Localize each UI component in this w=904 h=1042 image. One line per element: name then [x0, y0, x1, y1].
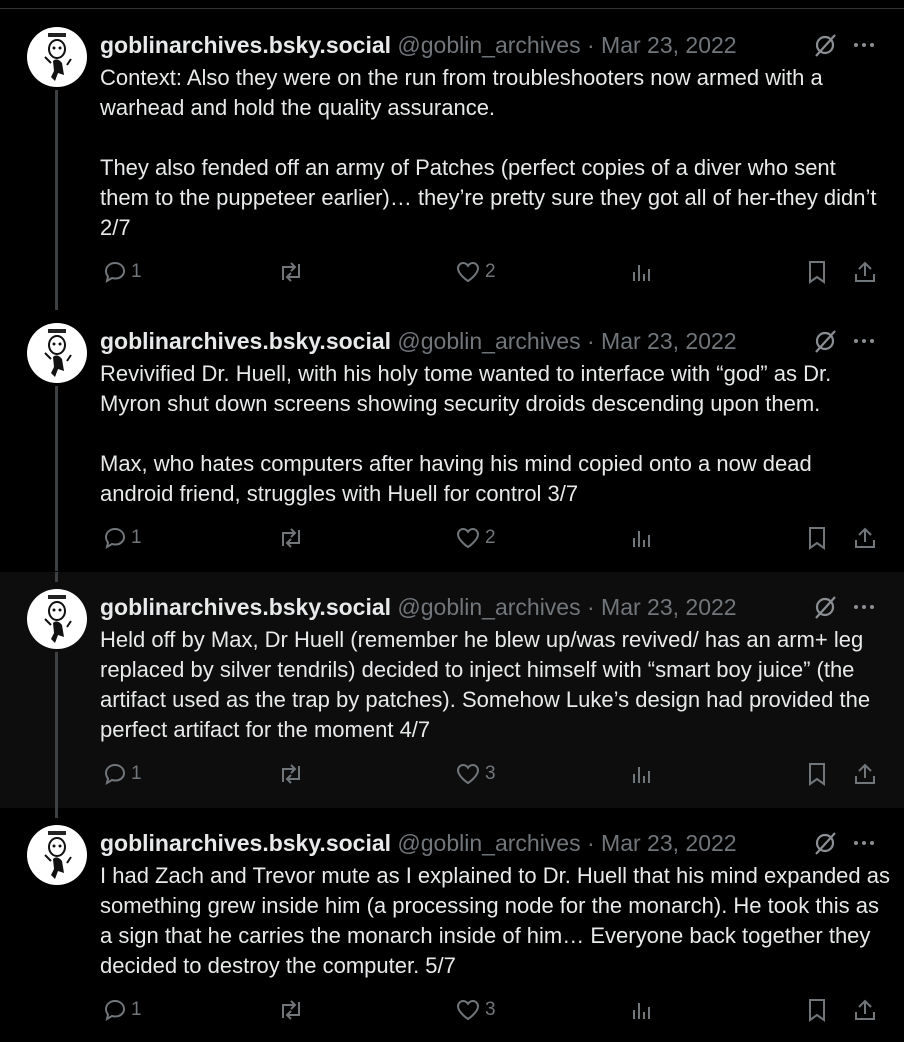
reply-button[interactable] — [103, 762, 142, 786]
user-handle[interactable]: @goblin_archives — [397, 594, 581, 620]
action-bar — [0, 523, 904, 553]
tweet-text: I had Zach and Trevor mute as I explained to Dr. Huell that his mind expanded as something grew inside him (a processing node for the monarch). He took this as a sign that he carries the monarch inside of him… Everyone back together they decided to destroy the computer. 5/7 — [100, 863, 897, 978]
goblin-avatar-icon — [27, 27, 87, 87]
repost-button[interactable] — [277, 526, 309, 550]
share-icon — [852, 997, 878, 1023]
more-icon[interactable] — [852, 38, 876, 52]
reply-count: 1 — [131, 763, 142, 784]
avatar[interactable] — [27, 323, 87, 383]
views-button[interactable] — [631, 527, 653, 549]
bookmark-button[interactable] — [806, 525, 828, 551]
separator-dot: · — [586, 32, 595, 58]
reply-count: 1 — [131, 527, 142, 548]
heart-icon — [455, 998, 481, 1022]
like-count: 2 — [485, 261, 496, 282]
tweet-date[interactable]: Mar 23, 2022 — [601, 328, 737, 354]
bookmark-icon — [806, 997, 828, 1023]
repost-icon — [277, 998, 305, 1022]
heart-icon — [455, 526, 481, 550]
user-handle[interactable]: @goblin_archives — [397, 32, 581, 58]
thread-line — [55, 808, 58, 818]
tweet-header — [100, 30, 737, 60]
views-button[interactable] — [631, 763, 653, 785]
reply-count: 1 — [131, 999, 142, 1020]
bookmark-icon — [806, 525, 828, 551]
grok-icon[interactable] — [812, 32, 838, 58]
repost-icon — [277, 260, 305, 284]
tweet-date[interactable]: Mar 23, 2022 — [601, 594, 737, 620]
like-button[interactable] — [455, 526, 496, 550]
tweet-header — [100, 828, 737, 858]
repost-button[interactable] — [277, 762, 309, 786]
tweet-text: Context: Also they were on the run from troubleshooters now armed with a warhead and hold the quality assurance. They also fended off an army of Patches (perfect copies of a diver who sent them to the puppeteer earlier)… they’re pretty sure they got all of her-they didn’t 2/7 — [100, 65, 877, 240]
bookmark-icon — [806, 259, 828, 285]
like-button[interactable] — [455, 260, 496, 284]
action-bar — [0, 759, 904, 789]
like-count: 2 — [485, 527, 496, 548]
user-handle[interactable]: @goblin_archives — [397, 830, 581, 856]
tweet-date[interactable]: Mar 23, 2022 — [601, 32, 737, 58]
repost-button[interactable] — [277, 260, 309, 284]
reply-count: 1 — [131, 261, 142, 282]
user-handle[interactable]: @goblin_archives — [397, 328, 581, 354]
share-icon — [852, 525, 878, 551]
more-icon[interactable] — [852, 334, 876, 348]
tweet[interactable] — [0, 808, 904, 1042]
top-divider — [0, 8, 904, 9]
tweet[interactable] — [0, 10, 904, 300]
bookmark-button[interactable] — [806, 761, 828, 787]
thread-line — [55, 300, 58, 310]
reply-button[interactable] — [103, 526, 142, 550]
tweet-header — [100, 592, 737, 622]
goblin-avatar-icon — [27, 825, 87, 885]
views-button[interactable] — [631, 999, 653, 1021]
tweet-header — [100, 326, 737, 356]
share-icon — [852, 259, 878, 285]
action-bar — [0, 257, 904, 287]
goblin-avatar-icon — [27, 589, 87, 649]
more-icon[interactable] — [852, 836, 876, 850]
views-button[interactable] — [631, 261, 653, 283]
heart-icon — [455, 260, 481, 284]
repost-icon — [277, 762, 305, 786]
views-icon — [631, 261, 653, 283]
share-button[interactable] — [852, 761, 878, 787]
like-count: 3 — [485, 999, 496, 1020]
heart-icon — [455, 762, 481, 786]
tweet[interactable] — [0, 306, 904, 571]
tweet-text: Revivified Dr. Huell, with his holy tome wanted to interface with “god” as Dr. Myron shut down screens showing security droids descending upon them. Max, who hates computers after having his mind copied onto a now dead android friend, struggles with Huell for control 3/7 — [100, 361, 832, 506]
bookmark-button[interactable] — [806, 259, 828, 285]
display-name[interactable]: goblinarchives.bsky.social — [100, 32, 392, 58]
views-icon — [631, 763, 653, 785]
display-name[interactable]: goblinarchives.bsky.social — [100, 594, 392, 620]
share-button[interactable] — [852, 997, 878, 1023]
thread-line — [55, 572, 58, 582]
repost-icon — [277, 526, 305, 550]
share-icon — [852, 761, 878, 787]
action-bar — [0, 995, 904, 1025]
reply-icon — [103, 762, 127, 786]
tweet-date[interactable]: Mar 23, 2022 — [601, 830, 737, 856]
tweet-text: Held off by Max, Dr Huell (remember he blew up/was revived/ has an arm+ leg replaced by silver tendrils) decided to inject himself with “smart boy juice” (the artifact used as the trap by patches). Somehow Luke’s design had provided the perfect artifact for the moment 4/7 — [100, 627, 877, 742]
separator-dot: · — [586, 328, 595, 354]
avatar[interactable] — [27, 825, 87, 885]
like-count: 3 — [485, 763, 496, 784]
like-button[interactable] — [455, 998, 496, 1022]
avatar[interactable] — [27, 27, 87, 87]
more-icon[interactable] — [852, 600, 876, 614]
grok-icon[interactable] — [812, 830, 838, 856]
views-icon — [631, 999, 653, 1021]
tweet[interactable] — [0, 572, 904, 808]
reply-icon — [103, 526, 127, 550]
display-name[interactable]: goblinarchives.bsky.social — [100, 830, 392, 856]
grok-icon[interactable] — [812, 328, 838, 354]
share-button[interactable] — [852, 525, 878, 551]
separator-dot: · — [586, 594, 595, 620]
avatar[interactable] — [27, 589, 87, 649]
reply-icon — [103, 260, 127, 284]
bookmark-button[interactable] — [806, 997, 828, 1023]
display-name[interactable]: goblinarchives.bsky.social — [100, 328, 392, 354]
repost-button[interactable] — [277, 998, 309, 1022]
goblin-avatar-icon — [27, 323, 87, 383]
reply-button[interactable] — [103, 260, 142, 284]
bookmark-icon — [806, 761, 828, 787]
views-icon — [631, 527, 653, 549]
reply-icon — [103, 998, 127, 1022]
separator-dot: · — [586, 830, 595, 856]
share-button[interactable] — [852, 259, 878, 285]
reply-button[interactable] — [103, 998, 142, 1022]
like-button[interactable] — [455, 762, 496, 786]
grok-icon[interactable] — [812, 594, 838, 620]
